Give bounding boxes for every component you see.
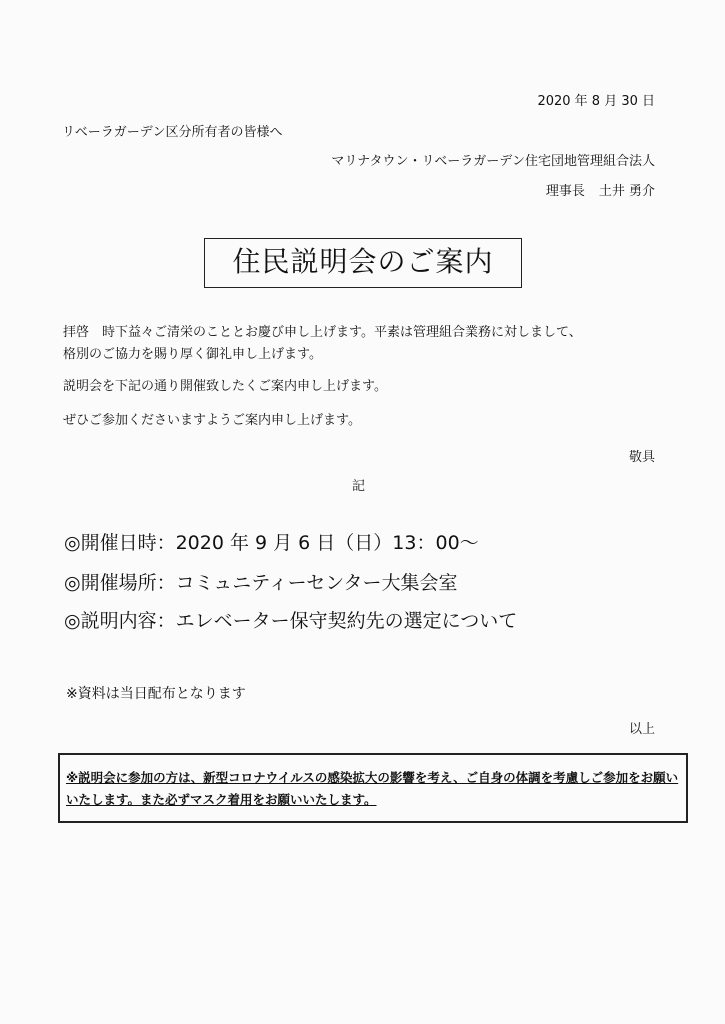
ki-mark: 記 [352, 479, 366, 494]
event-content: ◎説明内容：エレベーター保守契約先の選定について [64, 610, 518, 632]
closing-keigu: 敬具 [628, 450, 655, 465]
request-paragraph: ぜひご参加くださいますようご案内申し上げます。 [63, 413, 361, 428]
invitation-paragraph: 説明会を下記の通り開催致したくご案内申し上げます。 [63, 379, 387, 394]
covid-notice-box [58, 753, 688, 823]
addressee: リベーラガーデン区分所有者の皆様へ [62, 125, 283, 140]
chair-title: 理事長 [545, 184, 585, 199]
covid-notice-text: ※説明会に参加の方は、新型コロナウイルスの感染拡大の影響を考え、ご自身の体調を考慮しご参加をお願いいたします。また必ずマスク着用をお願いいたします。 [66, 770, 679, 807]
chair-name: 土井 勇介 [598, 184, 655, 199]
event-datetime: ◎開催日時：2020 年 9 月 6 日（日）13：00～ [64, 532, 479, 554]
page-title: 住民説明会のご案内 [204, 238, 522, 288]
chair-signature [546, 180, 655, 199]
document-date: 2020 年 8 月 30 日 [537, 94, 655, 109]
organization-name: マリナタウン・リベーラガーデン住宅団地管理組合法人 [331, 154, 655, 169]
materials-note: ※資料は当日配布となります [66, 686, 246, 702]
end-mark: 以上 [628, 722, 655, 737]
greeting-paragraph: 拝啓 時下益々ご清栄のこととお慶び申し上げます。平素は管理組合業務に対しまして、 格別のご協力を賜り厚く御礼申し上げます。 [63, 325, 582, 362]
event-place: ◎開催場所：コミュニティーセンター大集会室 [64, 572, 458, 594]
